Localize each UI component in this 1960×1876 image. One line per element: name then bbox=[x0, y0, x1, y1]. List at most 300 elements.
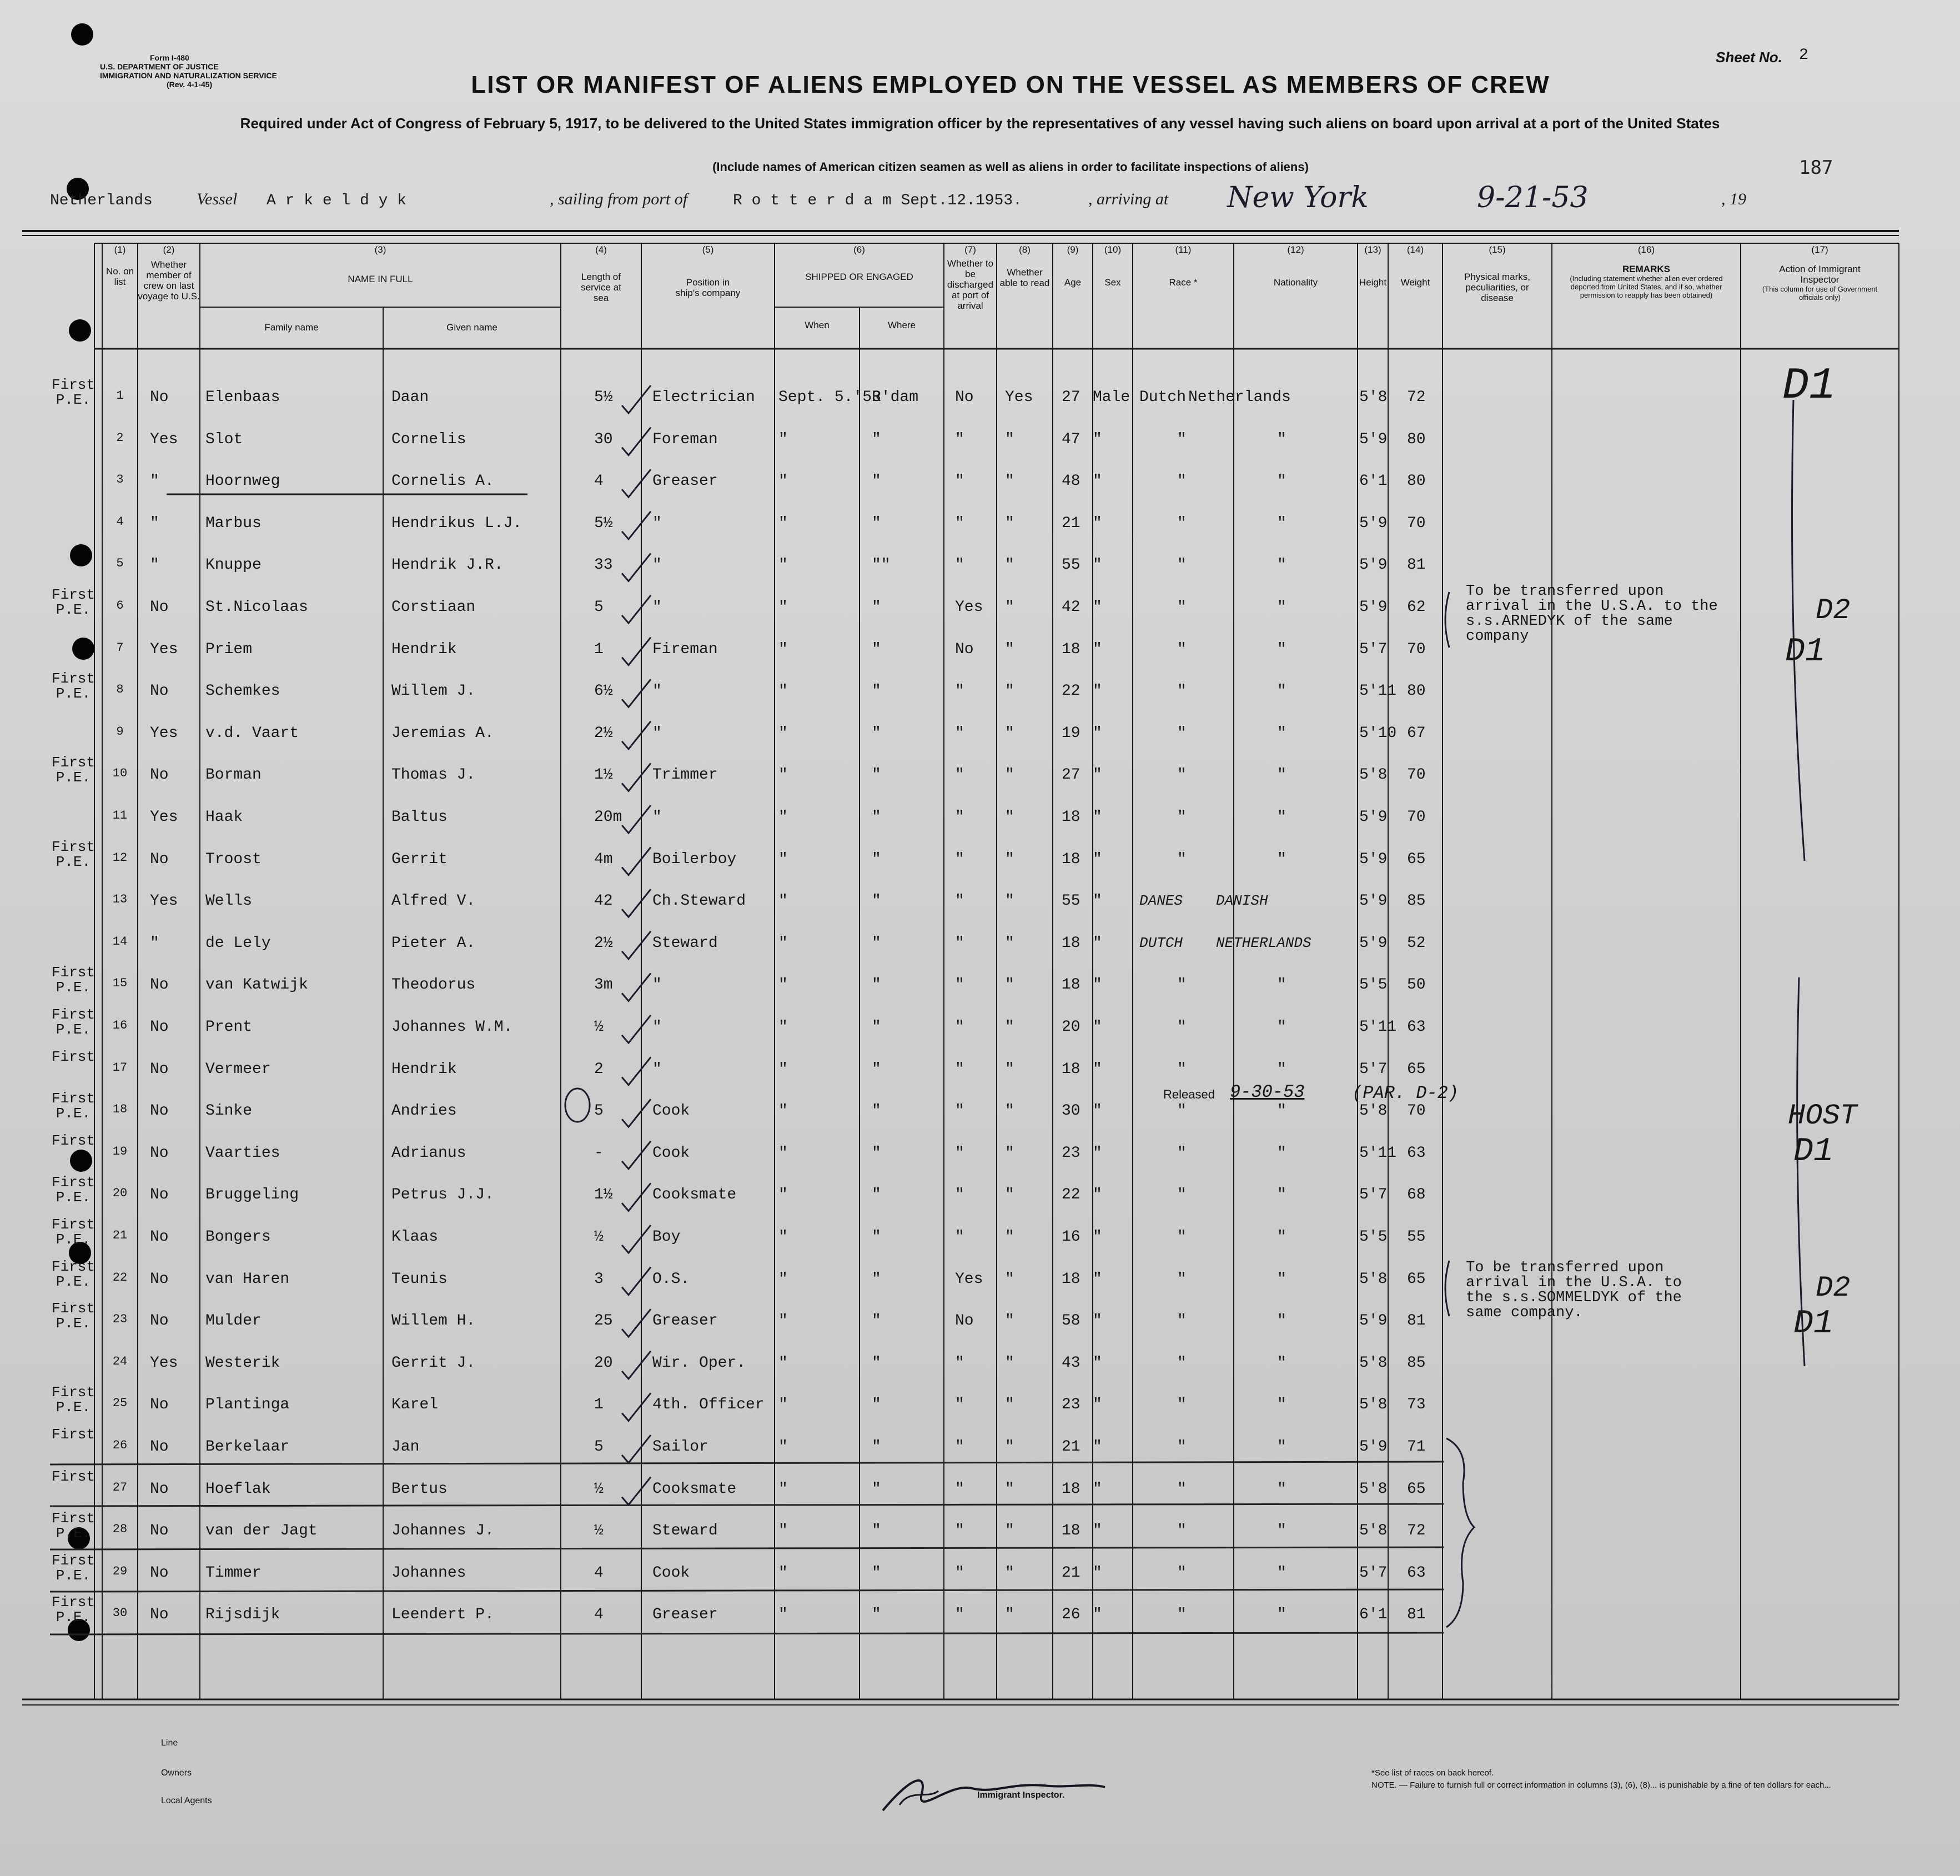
col3-label: NAME IN FULL bbox=[348, 274, 413, 284]
race: " bbox=[1177, 1312, 1187, 1330]
weight: 52 bbox=[1407, 934, 1426, 952]
discharged: " bbox=[955, 1438, 964, 1456]
service-length: 5½ bbox=[594, 389, 613, 406]
able-to-read: " bbox=[1005, 1102, 1014, 1120]
check-mark bbox=[622, 679, 651, 707]
remark-row6: To be transferred upon arrival in the U.S.A. to the s.s.ARNEDYK of the same company bbox=[1466, 583, 1718, 645]
col8-header bbox=[997, 244, 1053, 288]
race: " bbox=[1177, 683, 1187, 700]
sex: " bbox=[1093, 640, 1102, 658]
nationality: " bbox=[1277, 976, 1286, 994]
col13-number: (13) bbox=[1364, 244, 1381, 255]
weight: 85 bbox=[1407, 1354, 1426, 1372]
sex: " bbox=[1093, 1228, 1102, 1246]
service-length: 4m bbox=[594, 850, 613, 868]
sex: " bbox=[1093, 1186, 1102, 1204]
weight: 72 bbox=[1407, 1522, 1426, 1540]
able-to-read: " bbox=[1005, 1270, 1014, 1288]
age: 48 bbox=[1062, 473, 1080, 490]
row-number: 22 bbox=[112, 1270, 128, 1285]
family-name: Borman bbox=[205, 766, 262, 784]
nationality: " bbox=[1277, 556, 1286, 574]
race: " bbox=[1177, 430, 1187, 448]
service-length: ½ bbox=[594, 1019, 604, 1036]
family-name: Bongers bbox=[205, 1228, 271, 1246]
row-number: 11 bbox=[112, 809, 128, 822]
position: Boy bbox=[652, 1228, 681, 1246]
check-mark bbox=[622, 973, 651, 1001]
weight: 70 bbox=[1407, 1102, 1426, 1120]
shipped-when: " bbox=[778, 683, 788, 700]
shipped-when: " bbox=[778, 1438, 788, 1456]
race: " bbox=[1177, 1102, 1187, 1120]
col11-header bbox=[1133, 244, 1234, 288]
sex: " bbox=[1093, 724, 1102, 742]
check-mark bbox=[622, 595, 651, 623]
able-to-read: " bbox=[1005, 1228, 1014, 1246]
shipped-where: " bbox=[872, 1102, 881, 1120]
row-number: 19 bbox=[112, 1144, 128, 1158]
row-number: 7 bbox=[116, 640, 124, 655]
able-to-read: Yes bbox=[1005, 389, 1033, 406]
weight: 81 bbox=[1407, 556, 1426, 574]
col17-header bbox=[1741, 244, 1899, 302]
shipped-when: " bbox=[778, 473, 788, 490]
page-reference: 187 bbox=[1799, 157, 1833, 179]
shipped-when: " bbox=[778, 1396, 788, 1414]
weight: 50 bbox=[1407, 976, 1426, 994]
family-name: Westerik bbox=[205, 1354, 280, 1372]
pe-note: First P.E. bbox=[51, 838, 95, 870]
given-name: Thomas J. bbox=[391, 766, 476, 784]
family-name: Elenbaas bbox=[205, 389, 280, 406]
weight: 70 bbox=[1407, 640, 1426, 658]
weight: 70 bbox=[1407, 766, 1426, 784]
sex: " bbox=[1093, 1480, 1102, 1498]
pe-note: First P.E. bbox=[51, 1216, 95, 1248]
check-mark bbox=[622, 1057, 651, 1085]
nationality: " bbox=[1277, 1564, 1286, 1582]
shipped-where: " bbox=[872, 1396, 881, 1414]
race: " bbox=[1177, 514, 1187, 532]
race: " bbox=[1177, 1480, 1187, 1498]
col16-header bbox=[1552, 244, 1741, 299]
height: 5'8 bbox=[1359, 1354, 1388, 1372]
col14-number: (14) bbox=[1406, 244, 1424, 255]
shipped-where: " bbox=[872, 1564, 881, 1582]
inspector-signature bbox=[877, 1766, 1110, 1816]
position: Steward bbox=[652, 934, 718, 952]
age: 18 bbox=[1062, 850, 1080, 868]
shipped-when: " bbox=[778, 1270, 788, 1288]
col16-note: (Including statement whether alien ever ordered deported from United States, and if so, whether permission to reapply has been obtained) bbox=[1570, 274, 1723, 299]
col14-label: Weight bbox=[1400, 277, 1430, 288]
row-number: 29 bbox=[112, 1564, 128, 1578]
race: " bbox=[1177, 1144, 1187, 1162]
service-length: 2½ bbox=[594, 724, 613, 742]
race: " bbox=[1177, 556, 1187, 574]
height: 5'5 bbox=[1359, 976, 1388, 994]
col3-number: (3) bbox=[374, 244, 386, 255]
col16-number: (16) bbox=[1637, 244, 1655, 255]
arriving-label: , arriving at bbox=[1088, 190, 1169, 208]
family-name: de Lely bbox=[205, 934, 271, 952]
shipped-where: " bbox=[872, 934, 881, 952]
shipped-where: " bbox=[872, 1144, 881, 1162]
col7-header bbox=[944, 244, 997, 311]
family-name: St.Nicolaas bbox=[205, 599, 308, 616]
check-mark bbox=[622, 1393, 651, 1421]
crew-last-voyage: No bbox=[150, 1606, 169, 1624]
service-length: 6½ bbox=[594, 683, 613, 700]
nationality: " bbox=[1277, 430, 1286, 448]
given-name: Willem H. bbox=[391, 1312, 476, 1330]
weight: 63 bbox=[1407, 1564, 1426, 1582]
weight: 71 bbox=[1407, 1438, 1426, 1456]
service-length: ½ bbox=[594, 1228, 604, 1246]
col6-where-header: Where bbox=[887, 320, 916, 330]
col3-given-header: Given name bbox=[446, 322, 497, 333]
position: " bbox=[652, 976, 662, 994]
family-name: Knuppe bbox=[205, 556, 262, 574]
age: 26 bbox=[1062, 1606, 1080, 1624]
form-dept: U.S. DEPARTMENT OF JUSTICE bbox=[100, 62, 219, 71]
nationality: " bbox=[1277, 1312, 1286, 1330]
service-length: 3m bbox=[594, 976, 613, 994]
check-mark bbox=[622, 1099, 651, 1127]
pe-note: First P.E. bbox=[51, 1552, 95, 1584]
shipped-when: " bbox=[778, 766, 788, 784]
given-name: Pieter A. bbox=[391, 934, 476, 952]
service-length: 25 bbox=[594, 1312, 613, 1330]
crew-last-voyage: No bbox=[150, 1312, 169, 1330]
shipped-where: R'dam bbox=[872, 389, 919, 406]
nationality: " bbox=[1277, 683, 1286, 700]
weight: 70 bbox=[1407, 809, 1426, 826]
pe-note: First P.E. bbox=[51, 586, 95, 618]
position: Wir. Oper. bbox=[652, 1354, 746, 1372]
age: 23 bbox=[1062, 1144, 1080, 1162]
position: Electrician bbox=[652, 389, 755, 406]
check-mark bbox=[622, 469, 651, 497]
nationality: " bbox=[1277, 1606, 1286, 1624]
shipped-where: " bbox=[872, 1186, 881, 1204]
shipped-where: " bbox=[872, 809, 881, 826]
action-d1: D1 bbox=[1782, 361, 1836, 412]
pe-note: First bbox=[51, 1426, 95, 1443]
race: " bbox=[1177, 1060, 1187, 1078]
given-name: Hendrik J.R. bbox=[391, 556, 504, 574]
check-mark bbox=[622, 1141, 651, 1169]
shipped-when: " bbox=[778, 976, 788, 994]
shipped-when: " bbox=[778, 1102, 788, 1120]
inspector-label: Immigrant Inspector. bbox=[977, 1790, 1065, 1800]
col6-label: SHIPPED OR ENGAGED bbox=[805, 272, 913, 282]
service-length: 5 bbox=[594, 599, 604, 616]
service-length: 30 bbox=[594, 430, 613, 448]
sex: Male bbox=[1093, 389, 1130, 406]
row-number: 30 bbox=[112, 1606, 128, 1621]
crew-last-voyage: Yes bbox=[150, 724, 178, 742]
discharged: Yes bbox=[955, 1270, 983, 1288]
family-name: Hoornweg bbox=[205, 473, 280, 490]
row-number: 28 bbox=[112, 1522, 128, 1537]
family-name: van der Jagt bbox=[205, 1522, 318, 1540]
given-name: Andries bbox=[391, 1102, 457, 1120]
height: 5'7 bbox=[1359, 1564, 1388, 1582]
shipped-when: " bbox=[778, 892, 788, 910]
col3-family-header: Family name bbox=[264, 322, 319, 333]
discharged: " bbox=[955, 766, 964, 784]
check-mark bbox=[622, 721, 651, 749]
row-number: 3 bbox=[116, 473, 124, 487]
race: " bbox=[1177, 1606, 1187, 1624]
race: " bbox=[1177, 1228, 1187, 1246]
discharged: " bbox=[955, 724, 964, 742]
age: 21 bbox=[1062, 514, 1080, 532]
shipped-when: " bbox=[778, 599, 788, 616]
age: 27 bbox=[1062, 389, 1080, 406]
pe-note: First P.E. bbox=[51, 1594, 95, 1626]
age: 18 bbox=[1062, 640, 1080, 658]
position: " bbox=[652, 1060, 662, 1078]
weight: 81 bbox=[1407, 1312, 1426, 1330]
family-name: v.d. Vaart bbox=[205, 724, 299, 742]
height: 5'5 bbox=[1359, 1228, 1388, 1246]
family-name: Schemkes bbox=[205, 683, 280, 700]
family-name: Slot bbox=[205, 430, 243, 448]
given-name: Theodorus bbox=[391, 976, 476, 994]
nationality: " bbox=[1277, 809, 1286, 826]
col8-number: (8) bbox=[1019, 244, 1031, 255]
weight: 63 bbox=[1407, 1144, 1426, 1162]
shipped-where: " bbox=[872, 724, 881, 742]
able-to-read: " bbox=[1005, 1396, 1014, 1414]
crew-last-voyage: No bbox=[150, 1102, 169, 1120]
age: 23 bbox=[1062, 1396, 1080, 1414]
row-number: 4 bbox=[116, 514, 124, 529]
nationality: NETHERLANDS bbox=[1216, 934, 1311, 951]
discharged: " bbox=[955, 809, 964, 826]
shipped-where: " bbox=[872, 850, 881, 868]
pe-note: First P.E. bbox=[51, 1258, 95, 1290]
sheet-label: Sheet No. bbox=[1716, 49, 1782, 66]
pe-note: First P.E. bbox=[51, 1174, 95, 1206]
service-length: 4 bbox=[594, 1606, 604, 1624]
row-number: 16 bbox=[112, 1019, 128, 1032]
height: 5'9 bbox=[1359, 892, 1388, 910]
race: Dutch bbox=[1139, 389, 1187, 406]
sex: " bbox=[1093, 1019, 1102, 1036]
position: Cooksmate bbox=[652, 1186, 737, 1204]
nationality: " bbox=[1277, 640, 1286, 658]
sex: " bbox=[1093, 473, 1102, 490]
shipped-when: " bbox=[778, 1606, 788, 1624]
footer-line: Line bbox=[161, 1738, 178, 1748]
family-name: Mulder bbox=[205, 1312, 262, 1330]
pe-note: First P.E. bbox=[51, 1006, 95, 1038]
row-number: 24 bbox=[112, 1354, 128, 1368]
age: 16 bbox=[1062, 1228, 1080, 1246]
check-mark bbox=[622, 511, 651, 539]
weight: 67 bbox=[1407, 724, 1426, 742]
weight: 65 bbox=[1407, 1060, 1426, 1078]
height: 5'8 bbox=[1359, 389, 1388, 406]
position: Ch.Steward bbox=[652, 892, 746, 910]
col4-label: Length of service at sea bbox=[581, 272, 621, 303]
nationality: " bbox=[1277, 514, 1286, 532]
footer-owners: Owners bbox=[161, 1768, 192, 1778]
race: " bbox=[1177, 1186, 1187, 1204]
position: " bbox=[652, 599, 662, 616]
position: Greaser bbox=[652, 473, 718, 490]
nationality: " bbox=[1277, 1228, 1286, 1246]
discharged: " bbox=[955, 514, 964, 532]
shipped-where: " bbox=[872, 640, 881, 658]
age: 21 bbox=[1062, 1564, 1080, 1582]
crew-last-voyage: " bbox=[150, 473, 159, 490]
age: 22 bbox=[1062, 1186, 1080, 1204]
nationality: DANISH bbox=[1216, 892, 1268, 910]
weight: 70 bbox=[1407, 514, 1426, 532]
given-name: Petrus J.J. bbox=[391, 1186, 494, 1204]
service-length: 42 bbox=[594, 892, 613, 910]
check-mark bbox=[622, 1351, 651, 1379]
family-name: Rijsdijk bbox=[205, 1606, 280, 1624]
height: 5'8 bbox=[1359, 1102, 1388, 1120]
col17-note: (This column for use of Government officials only) bbox=[1762, 285, 1878, 302]
races-note: *See list of races on back hereof. bbox=[1371, 1768, 1494, 1778]
family-name: Timmer bbox=[205, 1564, 262, 1582]
host-note: HOST bbox=[1788, 1100, 1857, 1132]
shipped-when: " bbox=[778, 1564, 788, 1582]
discharged: " bbox=[955, 1354, 964, 1372]
nationality: " bbox=[1277, 1144, 1286, 1162]
given-name: Leendert P. bbox=[391, 1606, 494, 1624]
service-length: 5½ bbox=[594, 514, 613, 532]
pe-note: First bbox=[51, 1132, 95, 1149]
nationality: " bbox=[1277, 1480, 1286, 1498]
sex: " bbox=[1093, 809, 1102, 826]
family-name: Sinke bbox=[205, 1102, 253, 1120]
shipped-when: " bbox=[778, 1480, 788, 1498]
shipped-when: " bbox=[778, 640, 788, 658]
service-length: ½ bbox=[594, 1522, 604, 1540]
col14-header bbox=[1388, 244, 1443, 288]
given-name: Jan bbox=[391, 1438, 420, 1456]
able-to-read: " bbox=[1005, 640, 1014, 658]
col4-header bbox=[561, 244, 641, 303]
position: Fireman bbox=[652, 640, 718, 658]
height: 5'8 bbox=[1359, 1522, 1388, 1540]
able-to-read: " bbox=[1005, 850, 1014, 868]
age: 22 bbox=[1062, 683, 1080, 700]
nationality: " bbox=[1277, 1186, 1286, 1204]
shipped-where: " bbox=[872, 430, 881, 448]
weight: 81 bbox=[1407, 1606, 1426, 1624]
crew-last-voyage: No bbox=[150, 389, 169, 406]
remark-row22: To be transferred upon arrival in the U.S.A. to the s.s.SOMMELDYK of the same company. bbox=[1466, 1260, 1682, 1321]
discharged: " bbox=[955, 1144, 964, 1162]
age: 18 bbox=[1062, 976, 1080, 994]
pe-note: First P.E. bbox=[51, 1510, 95, 1542]
sex: " bbox=[1093, 892, 1102, 910]
row-number: 13 bbox=[112, 892, 128, 907]
pe-note: First bbox=[51, 1468, 95, 1485]
discharged: " bbox=[955, 850, 964, 868]
check-mark bbox=[622, 1183, 651, 1211]
port-of-departure: R o t t e r d a m Sept.12.1953. bbox=[733, 192, 1022, 209]
service-length: 1 bbox=[594, 1396, 604, 1414]
crew-last-voyage: No bbox=[150, 976, 169, 994]
family-name: Troost bbox=[205, 850, 262, 868]
able-to-read: " bbox=[1005, 683, 1014, 700]
shipped-when: " bbox=[778, 809, 788, 826]
col5-number: (5) bbox=[702, 244, 714, 255]
nationality: " bbox=[1277, 599, 1286, 616]
discharged: " bbox=[955, 1606, 964, 1624]
crew-last-voyage: " bbox=[150, 514, 159, 532]
sex: " bbox=[1093, 934, 1102, 952]
race: " bbox=[1177, 809, 1187, 826]
family-name: van Haren bbox=[205, 1270, 290, 1288]
age: 42 bbox=[1062, 599, 1080, 616]
discharged: " bbox=[955, 1019, 964, 1036]
height: 5'9 bbox=[1359, 934, 1388, 952]
crew-last-voyage: " bbox=[150, 934, 159, 952]
shipped-when: " bbox=[778, 1228, 788, 1246]
given-name: Karel bbox=[391, 1396, 439, 1414]
given-name: Hendrik bbox=[391, 640, 457, 658]
crew-last-voyage: No bbox=[150, 683, 169, 700]
given-name: Gerrit J. bbox=[391, 1354, 476, 1372]
check-mark bbox=[622, 805, 651, 833]
given-name: Baltus bbox=[391, 809, 448, 826]
col5-label: Position in ship's company bbox=[675, 277, 741, 298]
position: Boilerboy bbox=[652, 850, 737, 868]
shipped-where: " bbox=[872, 473, 881, 490]
given-name: Alfred V. bbox=[391, 892, 476, 910]
crew-last-voyage: Yes bbox=[150, 809, 178, 826]
race: " bbox=[1177, 1354, 1187, 1372]
race: " bbox=[1177, 1396, 1187, 1414]
shipped-when: " bbox=[778, 724, 788, 742]
check-mark bbox=[622, 1477, 651, 1505]
nationality: " bbox=[1277, 1438, 1286, 1456]
position: " bbox=[652, 556, 662, 574]
shipped-where: "" bbox=[872, 556, 891, 574]
able-to-read: " bbox=[1005, 514, 1014, 532]
check-mark bbox=[622, 1267, 651, 1295]
service-length: 1½ bbox=[594, 766, 613, 784]
released-date: 9-30-53 bbox=[1230, 1082, 1305, 1102]
position: Cook bbox=[652, 1144, 690, 1162]
able-to-read: " bbox=[1005, 724, 1014, 742]
col2-number: (2) bbox=[163, 244, 175, 255]
pe-note: First P.E. bbox=[51, 377, 95, 408]
nationality: " bbox=[1277, 1060, 1286, 1078]
given-name: Cornelis A. bbox=[391, 473, 494, 490]
discharged: " bbox=[955, 430, 964, 448]
check-mark bbox=[622, 1225, 651, 1253]
discharged: " bbox=[955, 1102, 964, 1120]
age: 18 bbox=[1062, 1060, 1080, 1078]
position: " bbox=[652, 809, 662, 826]
col2-label: Whether member of crew on last voyage to U.S. bbox=[138, 259, 200, 302]
crew-last-voyage: No bbox=[150, 1019, 169, 1036]
crew-last-voyage: Yes bbox=[150, 892, 178, 910]
height: 5'9 bbox=[1359, 556, 1388, 574]
